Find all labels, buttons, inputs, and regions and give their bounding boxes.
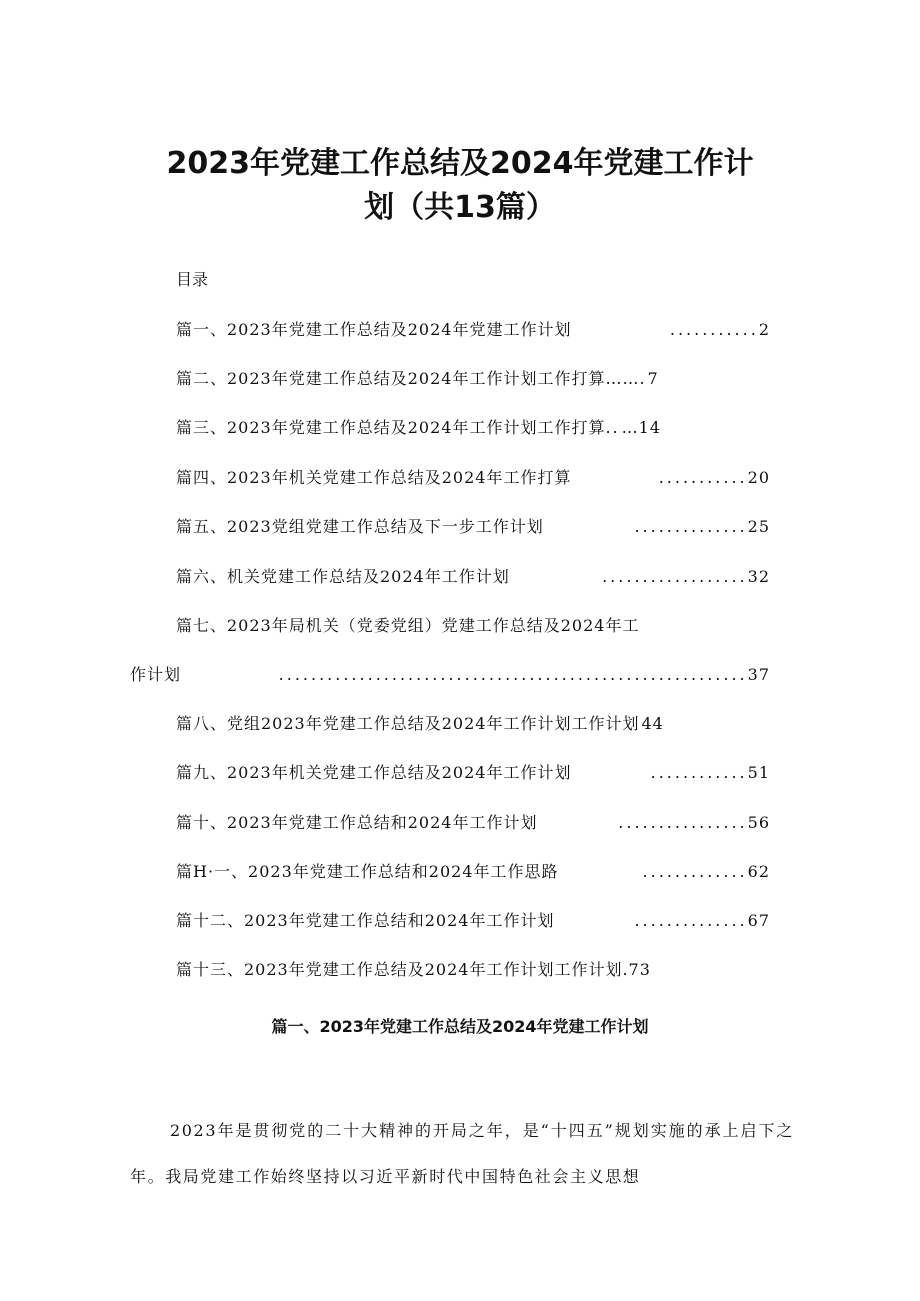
toc-item-13[interactable] <box>176 957 770 983</box>
toc-page-number: 44 <box>641 714 664 733</box>
toc-page-number: 2 <box>758 320 770 339</box>
document-title-line-1: 2023年党建工作总结及2024年党建工作计 <box>166 146 754 181</box>
toc-item-label: 篇八、党组2023年党建工作总结及2024年工作计划工作计划 <box>176 714 640 733</box>
toc-item-label: 篇六、机关党建工作总结及2024年工作计划 <box>176 567 510 586</box>
toc-page-number: 32 <box>747 567 770 586</box>
toc-item-label: 篇三、2023年党建工作总结及2024年工作计划工作打算 <box>176 418 606 437</box>
toc-item-12[interactable] <box>176 908 770 934</box>
toc-item-label: 篇五、2023党组党建工作总结及下一步工作计划 <box>176 517 544 536</box>
toc-item-label: 篇一、2023年党建工作总结及2024年党建工作计划 <box>176 320 572 339</box>
toc-page-number: 25 <box>747 517 770 536</box>
toc-leader-dots: .. <box>605 418 620 437</box>
toc-item-1[interactable] <box>176 317 770 343</box>
toc-item-label: 篇十、2023年党建工作总结和2024年工作计划 <box>176 813 538 832</box>
toc-page-number: 56 <box>747 813 770 832</box>
toc-item-label: 篇二、2023年党建工作总结及2024年工作计划工作打算…… <box>176 369 640 388</box>
toc-item-5[interactable] <box>176 514 770 540</box>
toc-page-number: 20 <box>747 468 770 487</box>
toc-item-7-line-2[interactable] <box>130 662 770 688</box>
toc-page-number: 7 <box>647 369 659 388</box>
toc-leader-dots: .......................................................... <box>278 665 748 684</box>
toc-heading: 目录 <box>176 270 209 289</box>
toc-item-3[interactable] <box>176 415 770 441</box>
toc-leader-dots: ........... <box>658 468 748 487</box>
section-heading: 篇一、2023年党建工作总结及2024年党建工作计划 <box>271 1017 649 1036</box>
toc-leader-dots: ............. <box>642 862 748 881</box>
toc-item-9[interactable] <box>176 760 770 786</box>
toc-item-8[interactable] <box>176 711 770 737</box>
toc-leader-dots: ............ <box>650 763 748 782</box>
toc-item-10[interactable] <box>176 810 770 836</box>
toc-leader-dots: .................. <box>602 567 748 586</box>
body-paragraph: 2023年是贯彻党的二十大精神的开局之年，是“十四五”规划实施的承上启下之年。我局党建工作始终坚持以习近平新时代中国特色社会主义思想 <box>130 1121 794 1186</box>
toc-item-label: 篇四、2023年机关党建工作总结及2024年工作打算 <box>176 468 572 487</box>
toc-page-number: 51 <box>747 763 770 782</box>
toc-item-label: 篇七、2023年局机关（党委党组）党建工作总结及2024年工 <box>176 616 640 635</box>
document-title-line-2: 划（共13篇） <box>364 190 556 225</box>
toc-item-label: 篇十二、2023年党建工作总结和2024年工作计划 <box>176 911 555 930</box>
toc-item-11[interactable] <box>176 859 770 885</box>
toc-item-label: 篇九、2023年机关党建工作总结及2024年工作计划 <box>176 763 572 782</box>
toc-leader-dots: .............. <box>634 911 748 930</box>
toc-leader-dots: . <box>639 369 646 388</box>
toc-page-number: 62 <box>747 862 770 881</box>
toc-item-2[interactable] <box>176 366 770 392</box>
toc-page-number: 73 <box>628 960 651 979</box>
toc-item-7-line-1[interactable] <box>176 613 770 639</box>
toc-item-6[interactable] <box>176 564 770 590</box>
toc-page-number: 37 <box>747 665 770 684</box>
toc-item-4[interactable] <box>176 465 770 491</box>
toc-page-number: 67 <box>747 911 770 930</box>
toc-leader-dots: .............. <box>634 517 748 536</box>
toc-item-label: 篇十三、2023年党建工作总结及2024年工作计划工作计划 <box>176 960 623 979</box>
toc-leader-dots: ........... <box>669 320 759 339</box>
toc-leader-dots: ................ <box>618 813 748 832</box>
toc-page-number: …14 <box>621 418 661 437</box>
toc-item-label: 篇H·一、2023年党建工作总结和2024年工作思路 <box>176 862 559 881</box>
toc-item-label-continued: 作计划 <box>130 665 182 684</box>
toc-leader-dots: . <box>622 960 629 979</box>
